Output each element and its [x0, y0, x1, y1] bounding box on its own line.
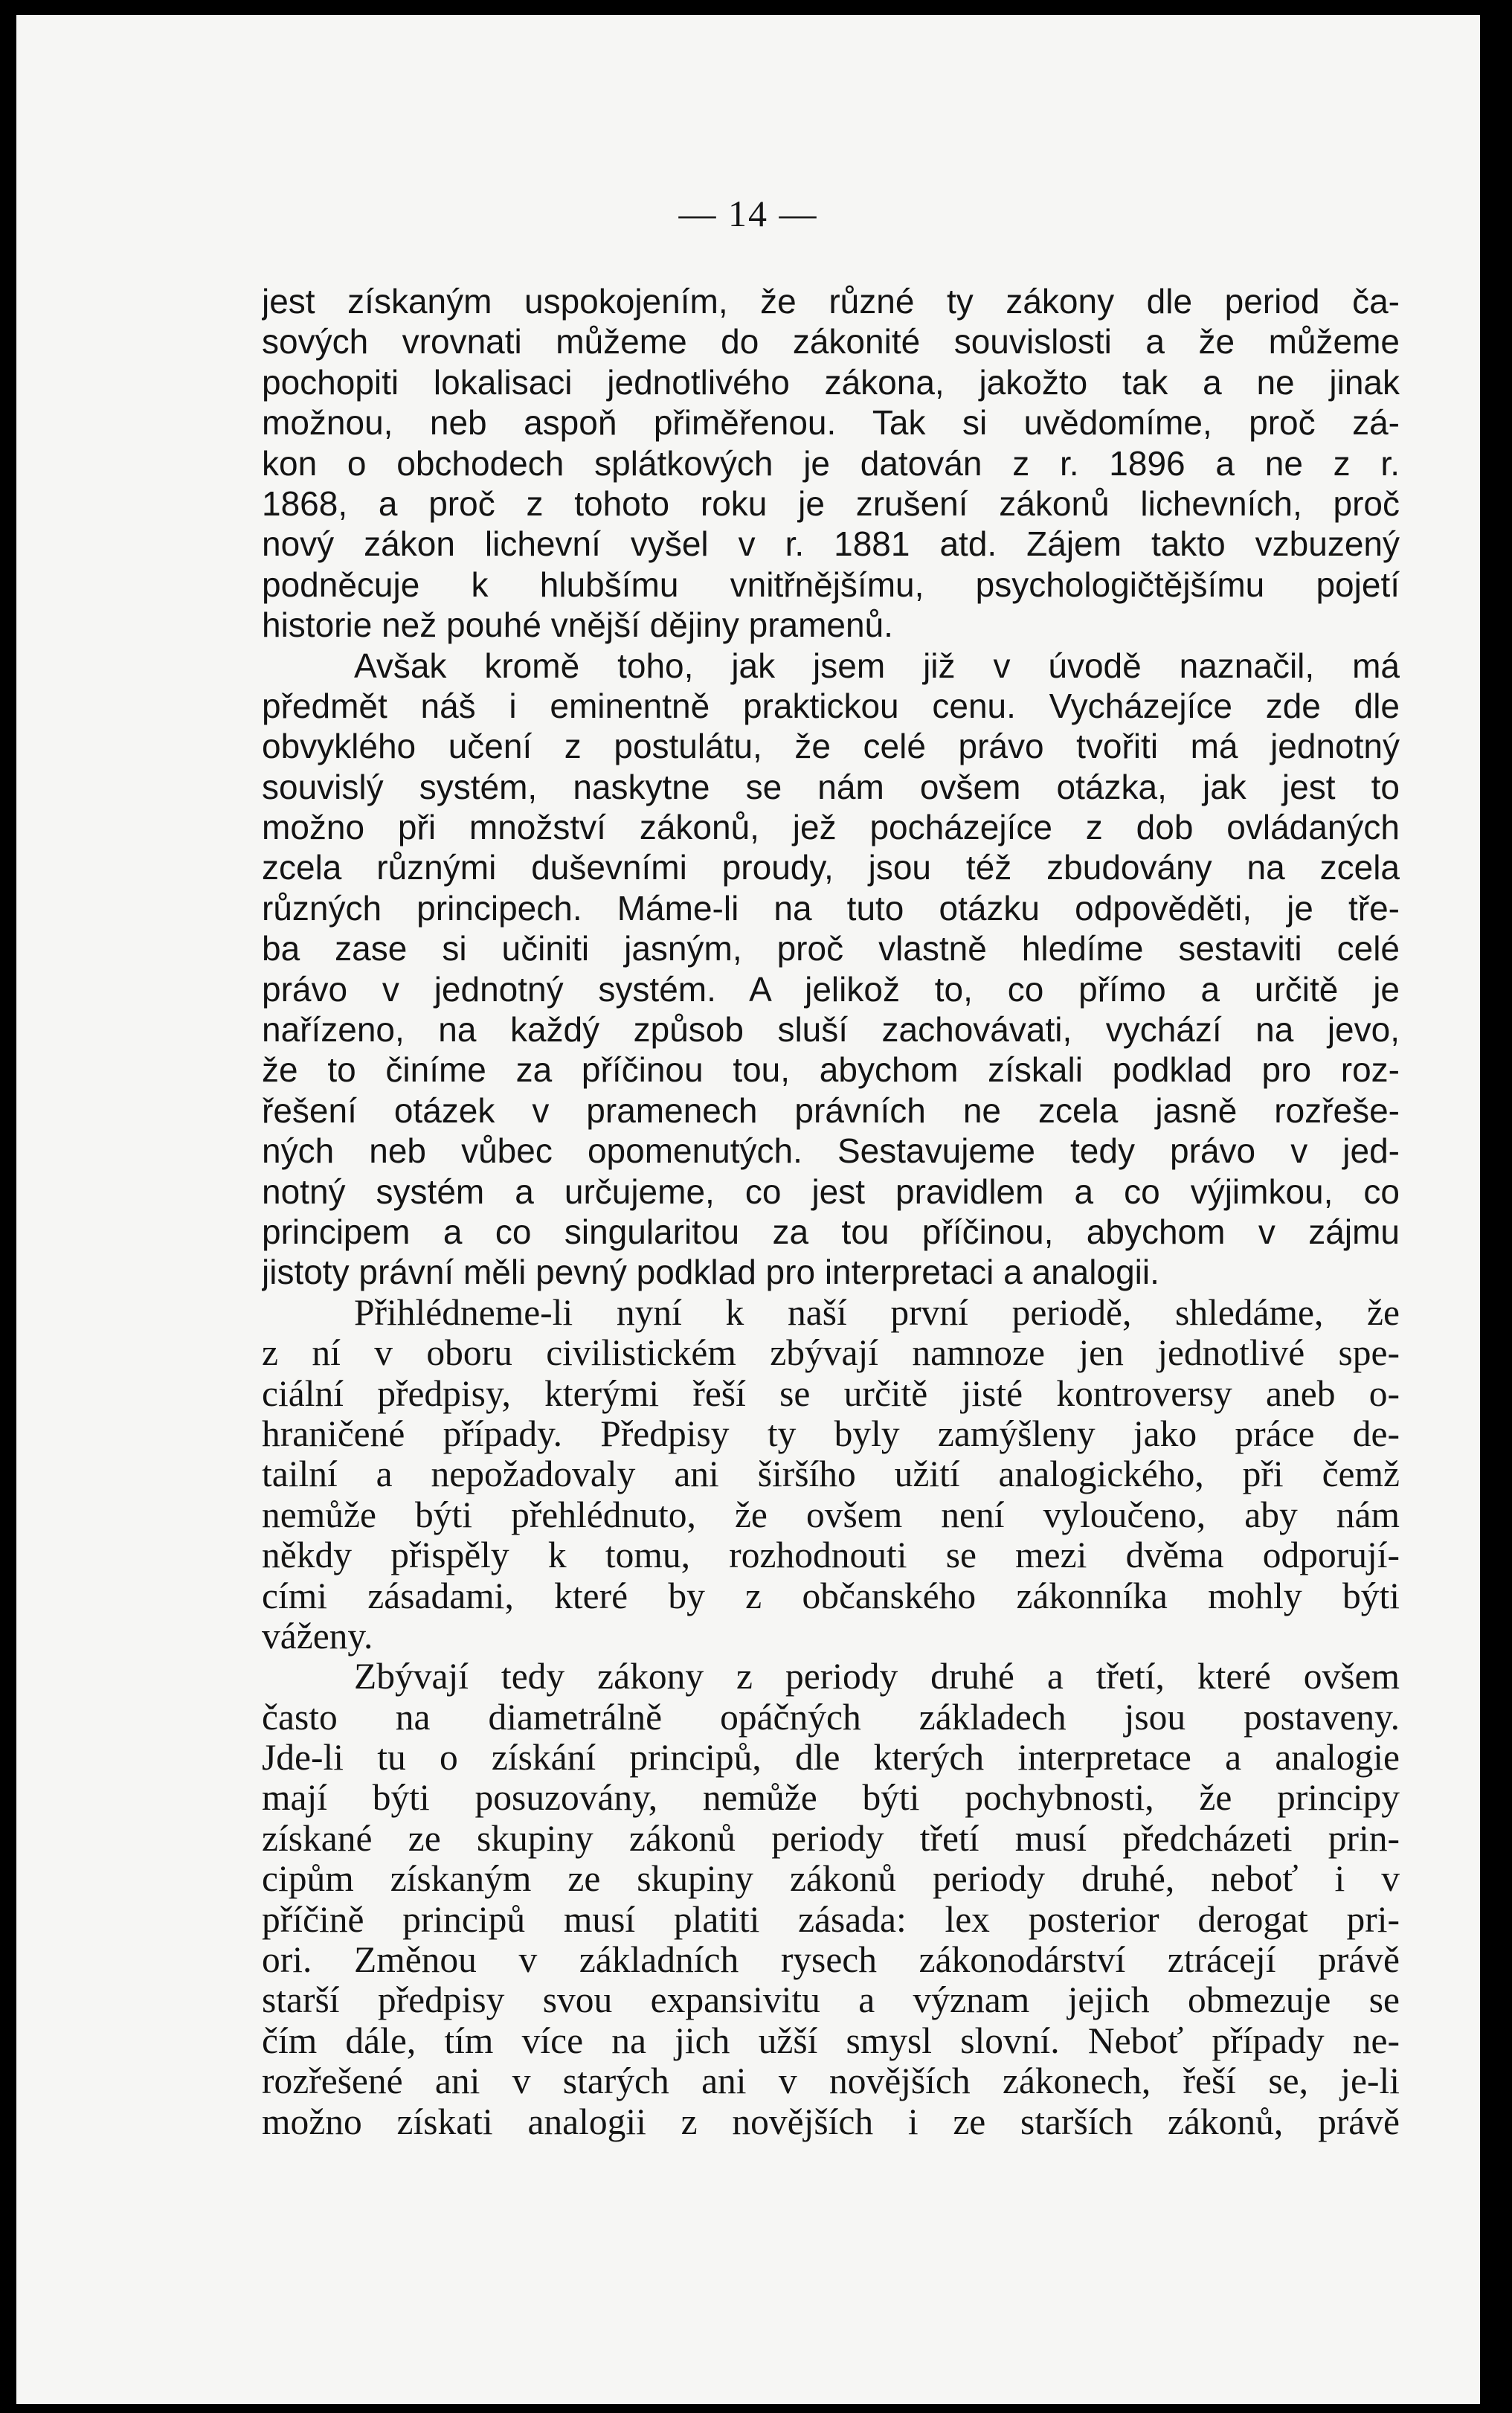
text-line: principem a co singularitou za tou příčinou, abychom v zájmu [262, 1212, 1400, 1251]
text-line: 1868, a proč z tohoto roku je zrušení zákonů lichevních, proč [262, 483, 1400, 523]
text-line: jistoty právní měli pevný podklad pro interpretaci a analogii. [262, 1253, 1159, 1292]
text-line: tailní a nepožadovaly ani širšího užití analogického, při čemž [262, 1454, 1400, 1495]
text-line: často na diametrálně opáčných základech jsou postaveny. [262, 1697, 1400, 1738]
text-line: notný systém a určujeme, co jest pravidlem a co výjimkou, co [262, 1172, 1400, 1211]
text-line: rozřešené ani v starých ani v novějších zákonech, řeší se, je-li [262, 2061, 1400, 2102]
text-line: někdy přispěly k tomu, rozhodnouti se mezi dvěma odporují- [262, 1535, 1400, 1576]
text-line: podněcuje k hlubšímu vnitřnějšímu, psychologičtějšímu pojetí [262, 565, 1400, 604]
text-line: příčině principů musí platiti zásada: lex posterior derogat pri- [262, 1899, 1400, 1940]
text-line: mají býti posuzovány, nemůže býti pochybnosti, že principy [262, 1778, 1400, 1819]
text-line: sových vrovnati můžeme do zákonité souvislosti a že můžeme [262, 322, 1400, 362]
text-line: zcela různými duševními proudy, jsou též zbudovány na zcela [262, 848, 1400, 887]
paragraph-1 [262, 281, 1400, 646]
text-line: získané ze skupiny zákonů periody třetí musí předcházeti prin- [262, 1818, 1400, 1859]
text-line: čím dále, tím více na jich užší smysl slovní. Neboť případy ne- [262, 2020, 1400, 2061]
text-line: možno získati analogii z novějších i ze starších zákonů, právě [262, 2101, 1400, 2142]
text-line: Zbývají tedy zákony z periody druhé a třetí, které ovšem [354, 1657, 1400, 1697]
text-line: historie než pouhé vnější dějiny pramenů. [262, 605, 893, 645]
text-line: možnou, neb aspoň přiměřenou. Tak si uvědomíme, proč zá- [262, 403, 1400, 443]
text-line: právo v jednotný systém. A jelikož to, co přímo a určitě je [262, 969, 1400, 1009]
text-line: možno při množství zákonů, jež pocházejíce z dob ovládaných [262, 808, 1400, 847]
text-line: nemůže býti přehlédnuto, že ovšem není vyloučeno, aby nám [262, 1494, 1400, 1535]
text-line: ori. Změnou v základních rysech zákonodárství ztrácejí právě [262, 1940, 1400, 1981]
book-page [16, 15, 1480, 2404]
text-line: nový zákon lichevní vyšel v r. 1881 atd. Zájem takto vzbuzený [262, 524, 1400, 564]
text-line: nařízeno, na každý způsob sluší zachovávati, vychází na jevo, [262, 1010, 1400, 1050]
text-line: jest získaným uspokojením, že různé ty zákony dle period ča- [262, 282, 1400, 321]
text-line: cipům získaným ze skupiny zákonů periody druhé, neboť i v [262, 1859, 1400, 1900]
paragraph-3 [262, 1293, 1400, 1657]
text-line: řešení otázek v pramenech právních ne zcela jasně rozřeše- [262, 1090, 1400, 1130]
text-line: pochopiti lokalisaci jednotlivého zákona, jakožto tak a ne jinak [262, 362, 1400, 402]
page-number: — 14 — [678, 193, 818, 234]
text-line: váženy. [262, 1616, 373, 1657]
text-line: kon o obchodech splátkových je datován z r. 1896 a ne z r. [262, 443, 1400, 483]
text-line: ných neb vůbec opomenutých. Sestavujeme tedy právo v jed- [262, 1131, 1400, 1171]
text-line: obvyklého učení z postulátu, že celé právo tvořiti má jednotný [262, 727, 1400, 766]
text-line: hraničené případy. Předpisy ty byly zamýšleny jako práce de- [262, 1413, 1400, 1454]
text-line: starší předpisy svou expansivitu a význam jejich obmezuje se [262, 1980, 1400, 2021]
text-line: ciální předpisy, kterými řeší se určitě jisté kontroversy aneb o- [262, 1373, 1400, 1414]
text-line: cími zásadami, které by z občanského zákonníka mohly býti [262, 1575, 1400, 1616]
text-line: Avšak kromě toho, jak jsem již v úvodě naznačil, má [354, 646, 1400, 685]
text-line: souvislý systém, naskytne se nám ovšem otázka, jak jest to [262, 767, 1400, 806]
text-line: že to činíme za příčinou tou, abychom získali podklad pro roz- [262, 1050, 1400, 1090]
text-line: různých principech. Máme-li na tuto otázku odpověděti, je tře- [262, 888, 1400, 928]
body-text [262, 281, 1400, 2142]
paragraph-2 [262, 646, 1400, 1293]
text-line: z ní v oboru civilistickém zbývají namnoze jen jednotlivé spe- [262, 1333, 1400, 1374]
text-line: předmět náš i eminentně praktickou cenu. Vycházejíce zde dle [262, 686, 1400, 725]
paragraph-4 [262, 1657, 1400, 2142]
text-line: Jde-li tu o získání principů, dle kterých interpretace a analogie [262, 1738, 1400, 1779]
text-line: Přihlédneme-li nyní k naší první periodě, shledáme, že [354, 1292, 1400, 1333]
text-line: ba zase si učiniti jasným, proč vlastně hledíme sestaviti celé [262, 929, 1400, 968]
